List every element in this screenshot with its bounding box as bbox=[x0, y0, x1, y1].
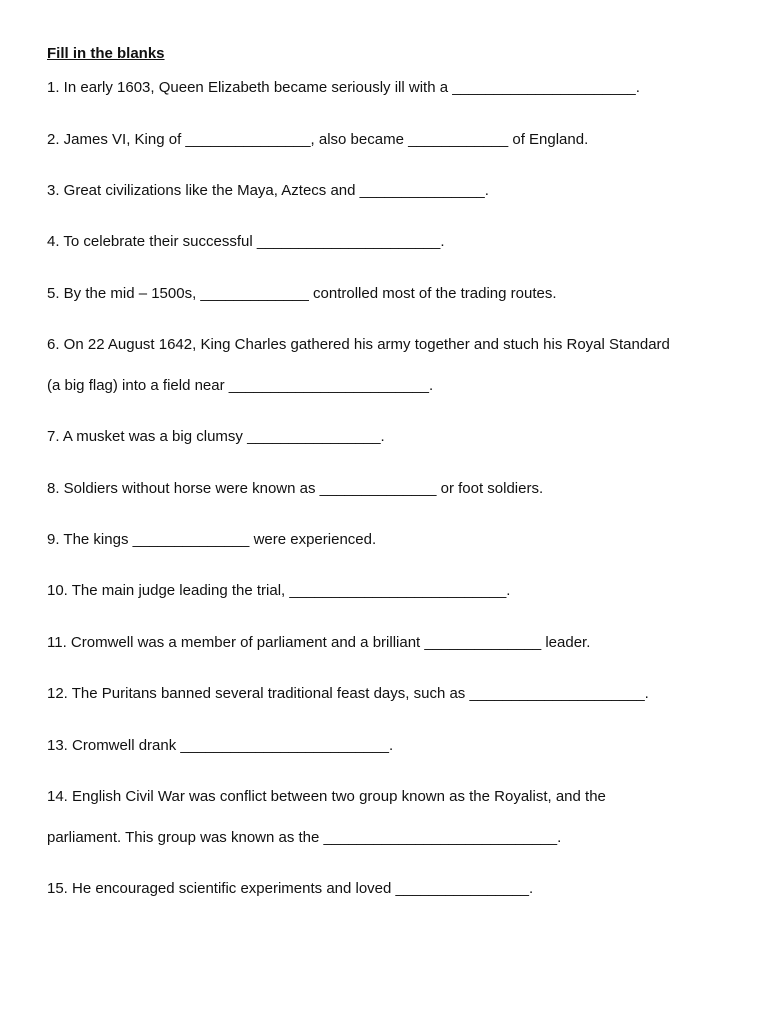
question-1: 1. In early 1603, Queen Elizabeth became seriously ill with a ______________________. bbox=[47, 79, 640, 96]
question-10: 10. The main judge leading the trial, __________________________. bbox=[47, 582, 511, 599]
question-4: 4. To celebrate their successful ______________________. bbox=[47, 233, 445, 250]
question-15: 15. He encouraged scientific experiments and loved ________________. bbox=[47, 880, 534, 897]
worksheet-heading: Fill in the blanks bbox=[47, 45, 165, 62]
question-12: 12. The Puritans banned several traditional feast days, such as _____________________. bbox=[47, 685, 649, 702]
question-7: 7. A musket was a big clumsy ________________. bbox=[47, 428, 385, 445]
question-5: 5. By the mid – 1500s, _____________ controlled most of the trading routes. bbox=[47, 285, 557, 302]
question-11: 11. Cromwell was a member of parliament and a brilliant ______________ leader. bbox=[47, 634, 591, 651]
question-3: 3. Great civilizations like the Maya, Aztecs and _______________. bbox=[47, 182, 489, 199]
question-9: 9. The kings ______________ were experienced. bbox=[47, 531, 377, 548]
question-14-line-1: 14. English Civil War was conflict between two group known as the Royalist, and the bbox=[47, 788, 606, 805]
question-14-line-2: parliament. This group was known as the ____________________________. bbox=[47, 829, 562, 846]
question-6-line-2: (a big flag) into a field near ________________________. bbox=[47, 377, 434, 394]
question-8: 8. Soldiers without horse were known as ______________ or foot soldiers. bbox=[47, 480, 544, 497]
question-13: 13. Cromwell drank _________________________. bbox=[47, 737, 394, 754]
question-6-line-1: 6. On 22 August 1642, King Charles gathered his army together and stuch his Royal Standard bbox=[47, 336, 670, 353]
question-2: 2. James VI, King of _______________, also became ____________ of England. bbox=[47, 131, 589, 148]
